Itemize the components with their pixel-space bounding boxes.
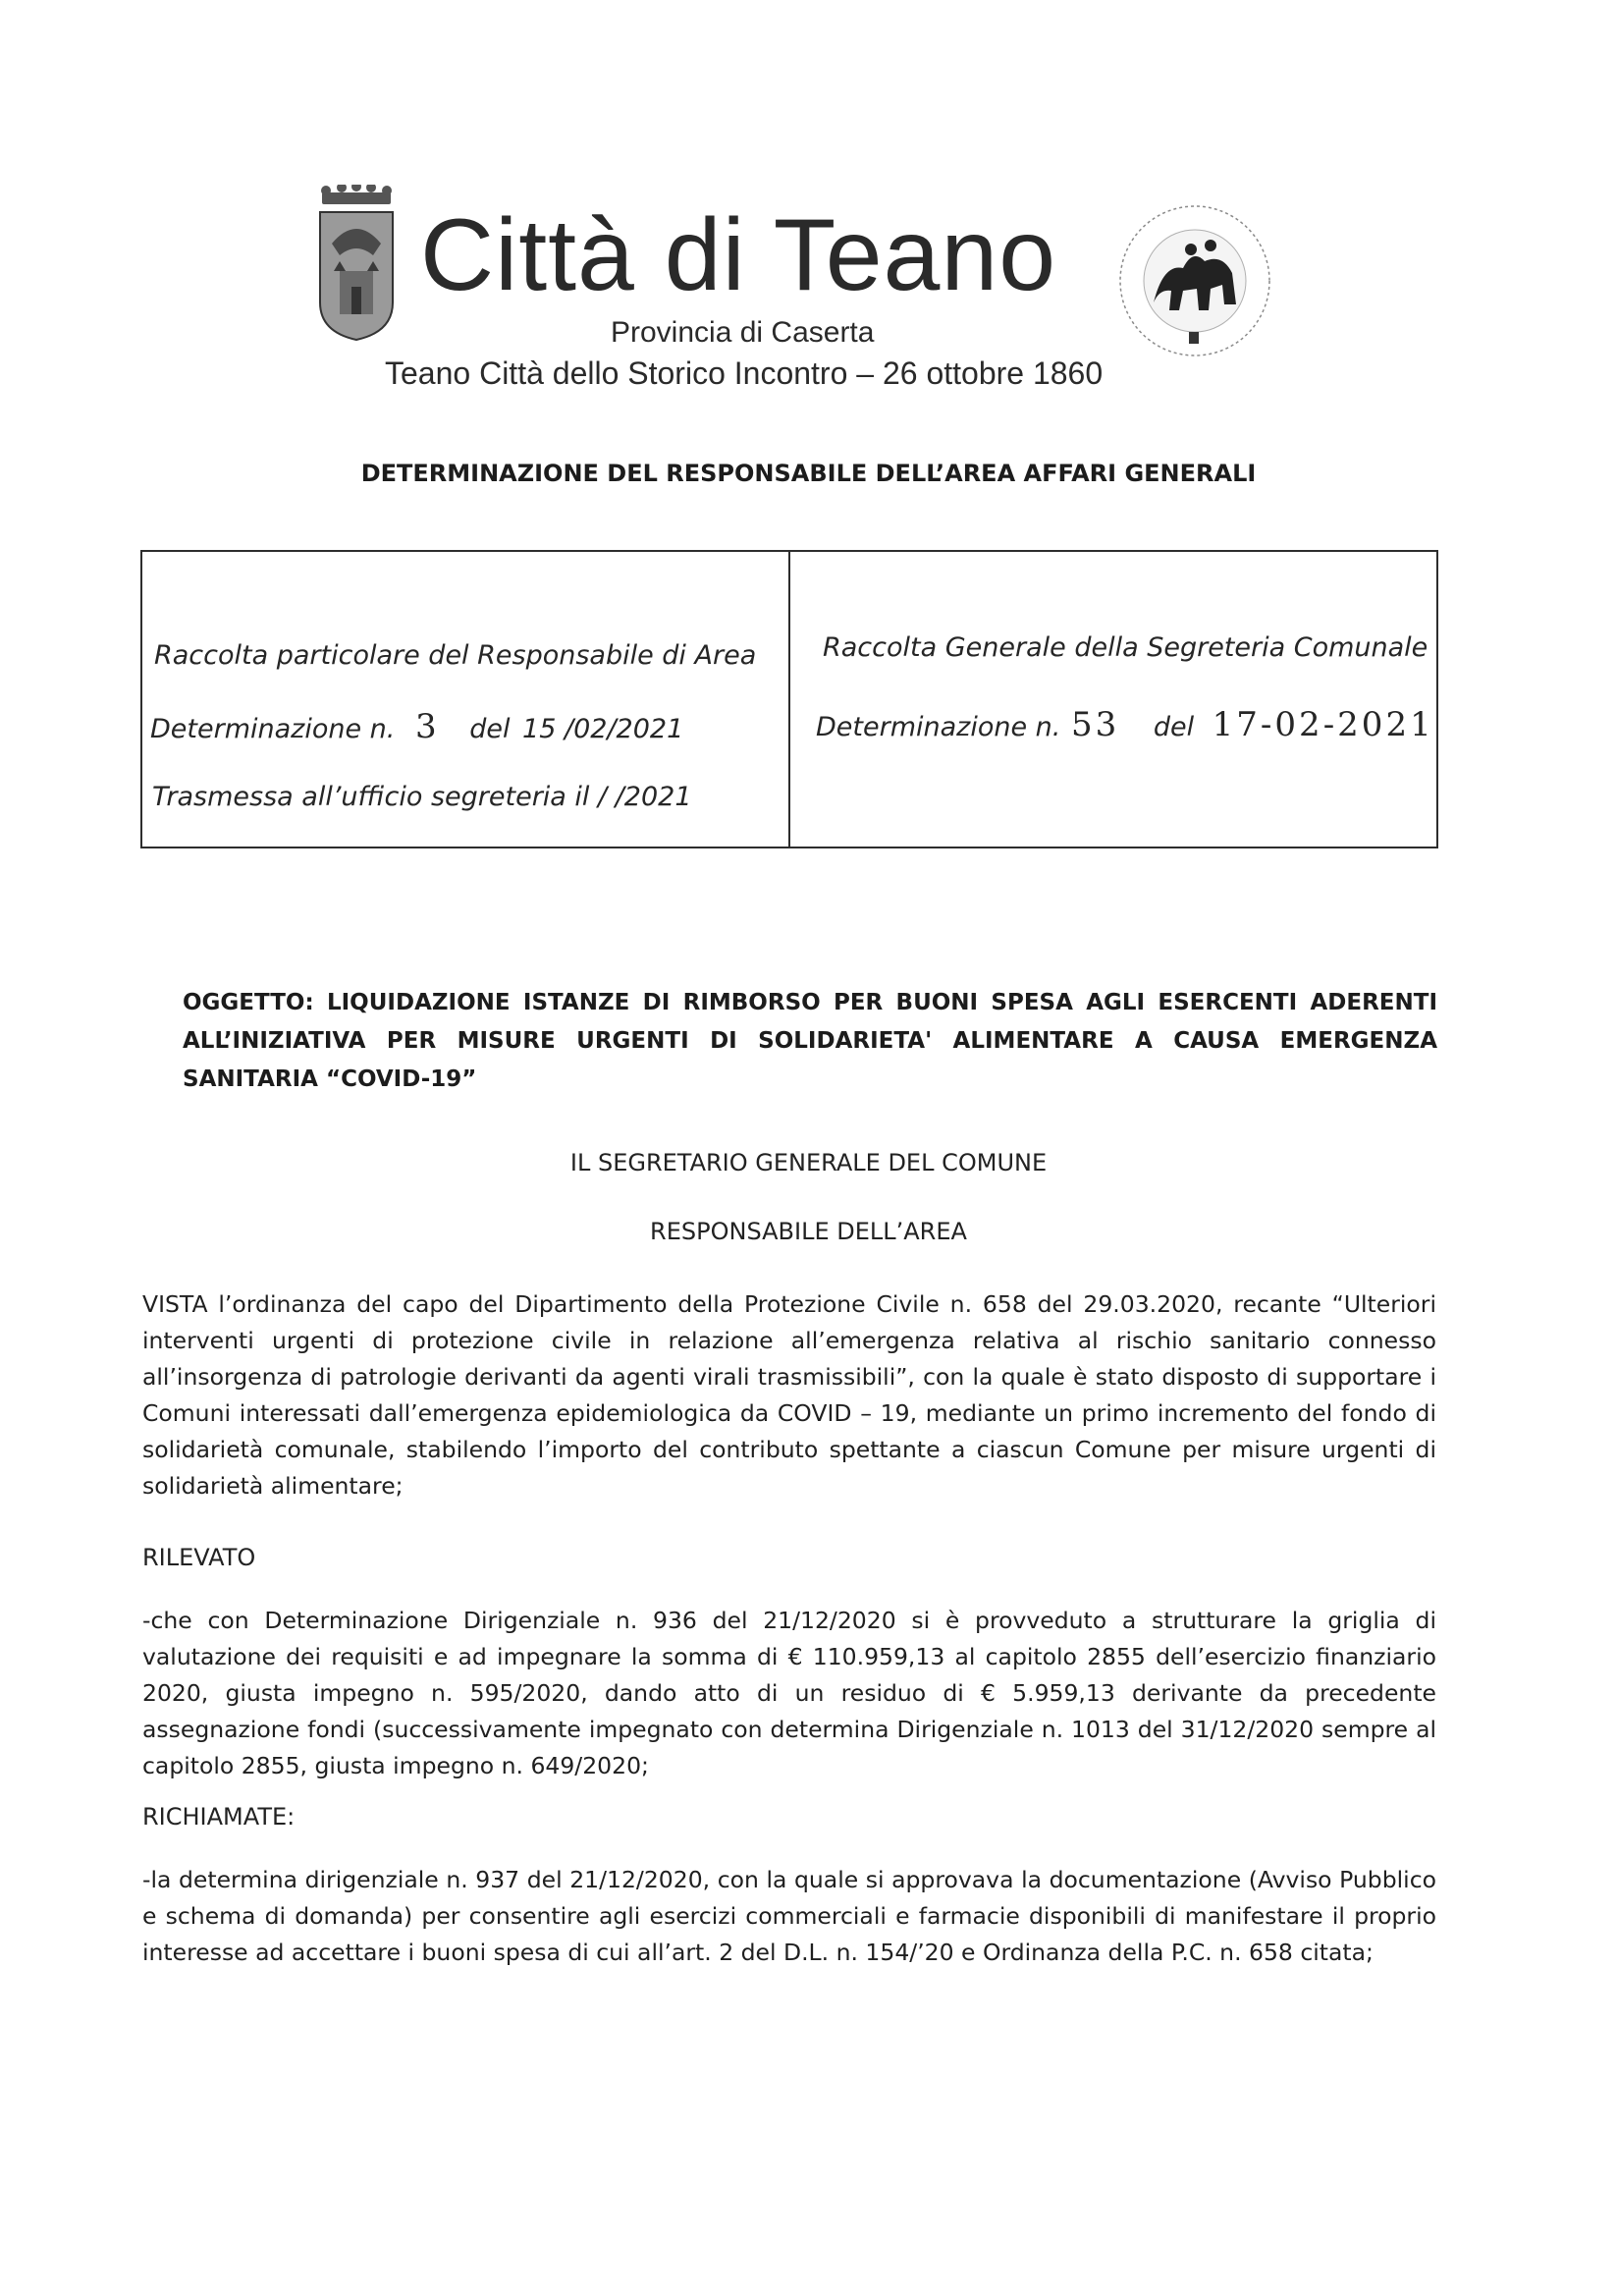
city-name-title: Città di Teano bbox=[420, 198, 1057, 312]
left-det-date: 15 /02/2021 bbox=[522, 714, 684, 744]
historic-meeting-seal bbox=[1114, 194, 1276, 366]
city-motto: Teano Città dello Storico Incontro – 26 ottobre 1860 bbox=[385, 355, 1104, 391]
left-det-number: 3 bbox=[414, 707, 440, 746]
vista-paragraph: VISTA l’ordinanza del capo del Dipartimento della Protezione Civile n. 658 del 29.03.2020, recante “Ulteriori interventi urgenti di protezione civile in relazione all’emergenza relativa al rischio sanitario connesso all’insorgenza di patrologie derivanti da agenti virali trasmissibili”, con la quale è stato disposto di supportare i Comuni interessati dall’emergenza epidemiologica da COVID – 19, mediante un primo incremento del fondo di solidarietà comunale, stabilendo l’importo del contributo spettante a ciascun Comune per misure urgenti di solidarietà alimentare; bbox=[142, 1290, 1436, 1500]
richiamate-paragraph: -la determina dirigenziale n. 937 del 21/12/2020, con la quale si approvava la documentazione (Avviso Pubblico e schema di domanda) per consentire agli esercizi commerciali e farmacie disponibili di manifestare il proprio interesse ad accettare i buoni spesa di cui all’art. 2 del D.L. n. 154/’20 e Ordinanza della P.C. n. 658 citata; bbox=[142, 1866, 1436, 1966]
right-det-del: del bbox=[1153, 712, 1195, 742]
rilevato-label: RILEVATO bbox=[142, 1544, 256, 1571]
right-registry-title: Raccolta Generale della Segreteria Comunale bbox=[823, 632, 1428, 663]
right-determination-line bbox=[816, 705, 1434, 744]
issuer-role: RESPONSABILE DELL’AREA bbox=[650, 1218, 967, 1245]
left-det-label: Determinazione n. bbox=[150, 714, 396, 744]
right-det-number: 53 bbox=[1070, 705, 1120, 744]
registry-divider bbox=[788, 552, 790, 847]
issuer-title: IL SEGRETARIO GENERALE DEL COMUNE bbox=[569, 1149, 1048, 1176]
left-registry-title: Raccolta particolare del Responsabile di Area bbox=[154, 640, 757, 671]
richiamate-label: RICHIAMATE: bbox=[142, 1803, 296, 1831]
city-crest-emblem bbox=[312, 185, 401, 342]
left-transmission-line: Trasmessa all’ufficio segreteria il / /2021 bbox=[152, 782, 692, 812]
right-det-label: Determinazione n. bbox=[816, 712, 1061, 742]
province-subtitle: Provincia di Caserta bbox=[611, 316, 875, 349]
left-det-del: del bbox=[469, 714, 511, 744]
subject-oggetto: OGGETTO: LIQUIDAZIONE ISTANZE DI RIMBORSO PER BUONI SPESA AGLI ESERCENTI ADERENTI ALL’INIZIATIVA PER MISURE URGENTI DI SOLIDARIETA' ALIMENTARE A CAUSA EMERGENZA SANITARIA “COVID-19” bbox=[183, 990, 1437, 1092]
rilevato-paragraph: -che con Determinazione Dirigenziale n. 936 del 21/12/2020 si è provveduto a strutturare la griglia di valutazione dei requisiti e ad impegnare la somma di € 110.959,13 al capitolo 2855 dell’esercizio finanziario 2020, giusta impegno n. 595/2020, dando atto di un residuo di € 5.959,13 derivante da precedente assegnazione fondi (successivamente impegnato con determina Dirigenziale n. 1013 del 31/12/2020 sempre al capitolo 2855, giusta impegno n. 649/2020; bbox=[142, 1607, 1436, 1779]
document-heading: DETERMINAZIONE DEL RESPONSABILE DELL’AREA AFFARI GENERALI bbox=[360, 460, 1257, 487]
left-determination-line bbox=[150, 707, 683, 746]
right-det-date: 17-02-2021 bbox=[1212, 705, 1434, 744]
registry-box bbox=[140, 550, 1438, 848]
